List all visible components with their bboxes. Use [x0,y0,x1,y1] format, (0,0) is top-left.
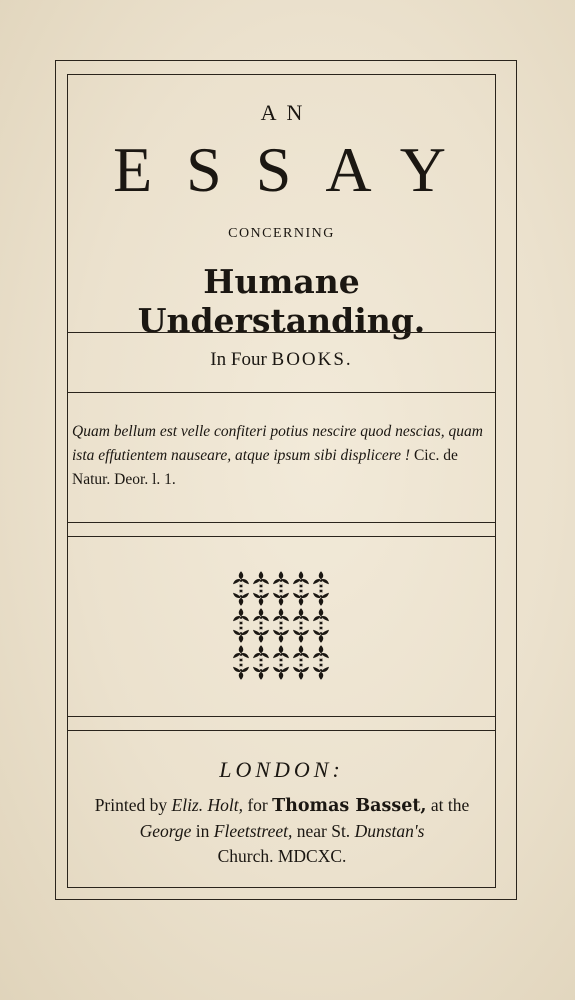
rule-1 [67,332,496,333]
epigraph-reference: Cic. de Natur. Deor. l. 1. [72,447,458,488]
imprint-year: MDCXC. [277,846,347,866]
rule-4 [67,536,496,537]
imprint-church-word: Church. [217,846,274,866]
title-concerning: CONCERNING [228,226,335,241]
books-prefix: In Four [210,349,267,370]
epigraph [72,420,492,492]
imprint-near: near St. [296,821,351,841]
imprint-church: Dunstan's [354,821,425,841]
books-word: BOOKS. [271,349,353,370]
fleuron-block-icon [230,570,332,682]
imprint-in: in [195,821,210,841]
imprint [72,793,492,869]
place-of-publication: LONDON: [219,757,344,782]
imprint-for: for [247,795,268,815]
rule-6 [67,730,496,731]
imprint-printer: Eliz. Holt, [171,795,243,815]
books-line [67,349,496,371]
imprint-at: at the [430,795,470,815]
rule-2 [67,392,496,393]
title-essay: ESSAY [113,134,480,205]
title-an: AN [260,100,313,125]
epigraph-text: Quam bellum est velle confiteri potius nescire quod nescias, quam ista effutientem nauseare, atque ipsum sibi displicere ! [72,423,483,464]
rule-3 [67,522,496,523]
imprint-printed-by: Printed by [94,795,168,815]
title-subject: Humane Understanding. [137,262,426,340]
imprint-sign: George [139,821,192,841]
imprint-street: Fleetstreet, [213,821,293,841]
rule-5 [67,716,496,717]
imprint-bookseller: Thomas Basset, [272,796,427,816]
printers-ornament [230,570,332,682]
